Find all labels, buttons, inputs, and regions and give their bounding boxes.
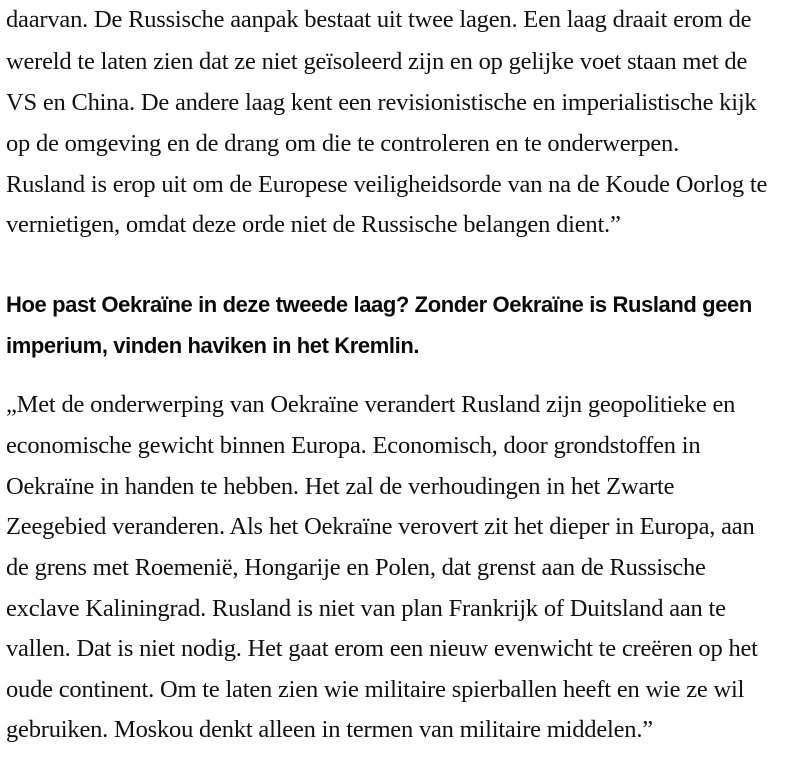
text-line: „Met de onderwerping van Oekraïne verandert Rusland zijn geopolitieke en [6, 391, 736, 418]
text-line: vallen. Dat is niet nodig. Het gaat erom een nieuw evenwicht te creëren op het [6, 635, 758, 662]
text-line: Oekraïne in handen te hebben. Het zal de verhoudingen in het Zwarte [6, 473, 675, 500]
question-line: Hoe past Oekraïne in deze tweede laag? Zonder Oekraïne is Rusland geen [6, 292, 752, 317]
question-line: imperium, vinden haviken in het Kremlin. [6, 333, 420, 358]
text-line: oude continent. Om te laten zien wie militaire spierballen heeft en wie ze wil [6, 676, 745, 703]
text-line: economische gewicht binnen Europa. Economisch, door grondstoffen in [6, 432, 701, 459]
text-line: op de omgeving en de drang om die te controleren en te onderwerpen. [6, 130, 680, 157]
text-line: VS en China. De andere laag kent een revisionistische en imperialistische kijk [6, 89, 757, 116]
text-line: daarvan. De Russische aanpak bestaat uit twee lagen. Een laag draait erom de [6, 6, 752, 33]
text-line: Zeegebied veranderen. Als het Oekraïne verovert zit het dieper in Europa, aan [6, 513, 755, 540]
text-line: exclave Kaliningrad. Rusland is niet van plan Frankrijk of Duitsland aan te [6, 595, 726, 622]
text-line: vernietigen, omdat deze orde niet de Russische belangen dient.” [6, 211, 621, 238]
text-line: gebruiken. Moskou denkt alleen in termen van militaire middelen.” [6, 716, 653, 743]
text-line: de grens met Roemenië, Hongarije en Polen, dat grenst aan de Russische [6, 554, 706, 581]
text-line: wereld te laten zien dat ze niet geïsoleerd zijn en op gelijke voet staan met de [6, 48, 748, 75]
text-line: Rusland is erop uit om de Europese veiligheidsorde van na de Koude Oorlog te [6, 171, 768, 198]
